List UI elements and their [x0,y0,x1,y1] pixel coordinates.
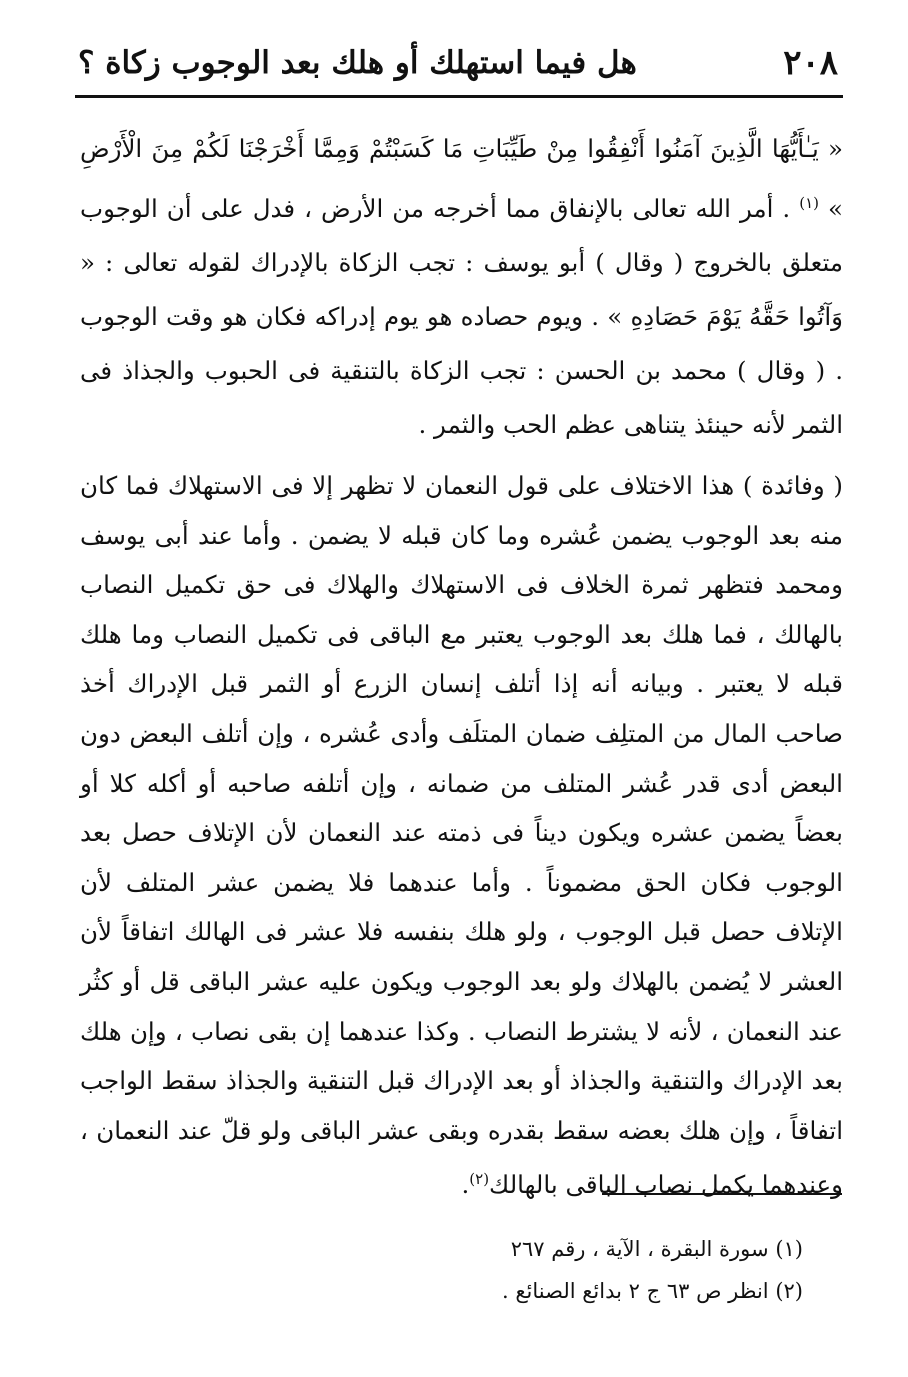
paragraph-2-text [80,461,843,1210]
paragraph-2-body: ( وفائدة ) هذا الاختلاف على قول النعمان لا تظهر إلا فى الاستهلاك فما كان منه بعد الوجوب يضمن عُشره وما كان قبله لا يضمن . وأما عند أبى يوسف ومحمد فتظهر ثمرة الخلاف فى الاستهلاك والهلاك فى حق تكميل النصاب بالهالك ، فما هلك بعد الوجوب يعتبر مع الباقى فى تكميل النصاب وما هلك قبله لا يعتبر . وبيانه أنه إذا أتلف إنسان الزرع أو الثمر قبل الإدراك أخذ صاحب المال من المتلِف ضمان المتلَف وأدى عُشره ، وإن أتلف البعض دون البعض أدى قدر عُشر المتلف من ضمانه ، وإن أتلفه صاحبه أو أكله كلا أو بعضاً يضمن عشره ويكون ديناً فى ذمته عند النعمان لأن الإتلاف حصل بعد الوجوب فكان الحق مضموناً . وأما عندهما فلا يضمن عشر المتلف لأن الإتلاف حصل قبل الوجوب ، ولو هلك بنفسه فلا عشر فى الهالك اتفاقاً لأن العشر لا يُضمن بالهلاك ولو بعد الوجوب ويكون عليه عشر الباقى قل أو كثُر عند النعمان ، لأنه لا يشترط النصاب . وكذا عندهما إن بقى نصاب ، وإن هلك بعد الإدراك والتنقية والجذاذ أو بعد الإدراك قبل التنقية والجذاذ سقط الواجب اتفاقاً ، وإن هلك بعضه سقط بقدره وبقى عشر الباقى ولو قلّ عند النعمان ، وعندهما يكمل نصاب الباقى بالهالك [80,471,843,1200]
paragraph-1-body: . أمر الله تعالى بالإنفاق مما أخرجه من الأرض ، فدل على أن الوجوب متعلق بالخروج ( وقال ) أبو يوسف : تجب الزكاة بالإدراك لقوله تعالى : « وَآتُوا حَقَّهُ يَوْمَ حَصَادِهِ » . ويوم حصاده هو يوم إدراكه فكان هو وقت الوجوب . ( وقال ) محمد بن الحسن : تجب الزكاة بالتنقية فى الحبوب والجذاذ فى الثمر لأنه حينئذ يتناهى عظم الحب والثمر . [80,194,843,440]
header-rule [75,95,843,98]
paragraph-2 [80,461,843,1210]
running-title: هل فيما استهلك أو هلك بعد الوجوب زكاة ؟ [78,45,637,81]
footnote-ref-2: (٢) [469,1170,490,1189]
quran-verse-line-2: مِنَ الْأَرْضِ » [80,134,843,224]
paragraph-1-text [80,122,843,452]
footnote-1-marker: (١) [775,1237,803,1261]
quran-verse-line-1: « يَـٰأَيُّهَا الَّذِينَ آمَنُوا أَنْفِقُوا مِنْ طَيِّبَاتِ مَا كَسَبْتُمْ وَمِمَّا أَخْرَجْنَا لَكُمْ [192,134,843,163]
paragraph-1 [80,122,843,452]
footnote-1-text: سورة البقرة ، الآية ، رقم ٢٦٧ [510,1237,769,1261]
footnote-2 [200,1270,803,1312]
paragraph-2-end: . [461,1170,470,1200]
footnote-2-marker: (٢) [775,1279,803,1303]
footnote-2-text: انظر ص ٦٣ ج ٢ بدائع الصنائع . [502,1279,769,1303]
footnotes [200,1228,803,1312]
footnote-1 [200,1228,803,1270]
footnote-rule [602,1193,842,1195]
footnote-ref-1: (١) [799,194,819,212]
page-number: ٢٠٨ [783,43,838,83]
page-header [78,38,838,88]
